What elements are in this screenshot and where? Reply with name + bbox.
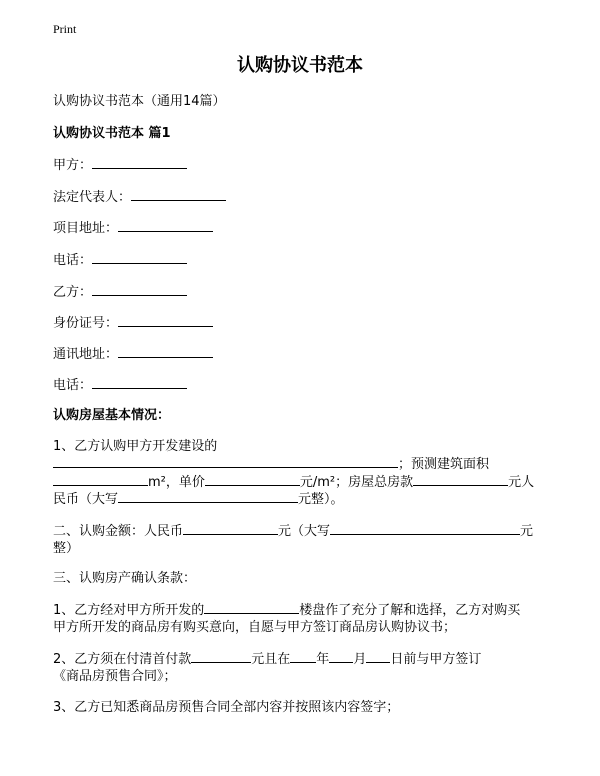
phone-a-label: 电话： xyxy=(53,253,93,268)
clause2-part-b: 元且在 xyxy=(251,652,291,667)
clause2-line2: 《商品房预售合同》； xyxy=(53,669,177,684)
legal-rep-label: 法定代表人： xyxy=(53,190,132,205)
party-b-blank xyxy=(92,283,187,296)
item1-capital-blank xyxy=(118,490,298,503)
phone-a-blank xyxy=(92,251,187,264)
item3-heading: 三、认购房产确认条款： xyxy=(53,571,197,586)
clause1-project-blank xyxy=(204,601,299,614)
clause1-part-a: 1、乙方经对甲方所开发的 xyxy=(53,603,205,618)
item2-line2: 整） xyxy=(53,541,80,556)
project-address-label: 项目地址： xyxy=(53,221,119,236)
item2-capital-label: 元（大写 xyxy=(278,524,331,539)
item1-total-blank xyxy=(413,473,508,486)
house-info-heading: 认购房屋基本情况： xyxy=(53,408,171,423)
clause2-month-blank xyxy=(329,650,353,663)
project-address-field xyxy=(53,219,213,238)
clause2-year-blank xyxy=(290,650,316,663)
item1-line1: 1、乙方认购甲方开发建设的 xyxy=(53,439,218,454)
phone-b-label: 电话： xyxy=(53,378,93,393)
clause2-line1 xyxy=(53,650,481,669)
item2-amount-label: 二、认购金额：人民币 xyxy=(53,524,184,539)
clause2-payment-blank xyxy=(191,650,251,663)
project-address-blank xyxy=(118,219,213,232)
party-a-label: 甲方： xyxy=(53,158,93,173)
clause3-line1: 3、乙方已知悉商品房预售合同全部内容并按照该内容签字； xyxy=(53,700,400,715)
mailing-address-label: 通讯地址： xyxy=(53,347,119,362)
item2-yuan: 元 xyxy=(520,524,534,539)
clause1-part-b: 楼盘作了充分了解和选择，乙方对购买 xyxy=(299,603,521,618)
clause2-part-a: 2、乙方须在付清首付款 xyxy=(53,652,192,667)
item2-line1 xyxy=(53,522,533,541)
phone-b-blank xyxy=(92,376,187,389)
item1-area-label: ；预测建筑面积 xyxy=(398,457,490,472)
party-a-field xyxy=(53,156,187,175)
clause2-month-label: 月 xyxy=(353,652,367,667)
item1-capital-end: 元整）。 xyxy=(298,492,344,507)
document-title: 认购协议书范本 xyxy=(237,55,363,76)
print-label[interactable]: Print xyxy=(53,22,77,36)
item1-property-blank xyxy=(53,455,398,468)
party-b-label: 乙方： xyxy=(53,285,93,300)
item1-area-blank xyxy=(53,473,148,486)
clause1-line2: 甲方所开发的商品房有购买意向，自愿与甲方签订商品房认购协议书； xyxy=(53,620,457,635)
phone-b-field xyxy=(53,376,187,395)
legal-rep-blank xyxy=(131,188,226,201)
item1-currency-label: 元人 xyxy=(508,475,535,490)
item2-amount-blank xyxy=(183,522,278,535)
clause2-part-e: 日前与甲方签订 xyxy=(390,652,482,667)
id-number-label: 身份证号： xyxy=(53,316,119,331)
mailing-address-blank xyxy=(118,345,213,358)
phone-a-field xyxy=(53,251,187,270)
item2-capital-blank xyxy=(330,522,520,535)
item1-unit-price-blank xyxy=(205,473,300,486)
clause2-day-blank xyxy=(366,650,390,663)
item1-unit-price-label: m²，单价 xyxy=(148,475,205,490)
legal-rep-field xyxy=(53,188,226,207)
id-number-field xyxy=(53,314,213,333)
party-b-field xyxy=(53,283,187,302)
clause2-year-label: 年 xyxy=(316,652,330,667)
section-heading: 认购协议书范本 篇1 xyxy=(53,126,171,141)
mailing-address-field xyxy=(53,345,213,364)
document-subtitle: 认购协议书范本（通用14篇） xyxy=(53,94,226,109)
item1-total-label: 元/m²；房屋总房款 xyxy=(299,475,414,490)
item1-line2 xyxy=(53,455,489,474)
item1-line4 xyxy=(53,490,344,509)
item1-capital-label: 民币（大写 xyxy=(53,492,119,507)
party-a-blank xyxy=(92,156,187,169)
id-number-blank xyxy=(118,314,213,327)
clause1-line1 xyxy=(53,601,520,620)
